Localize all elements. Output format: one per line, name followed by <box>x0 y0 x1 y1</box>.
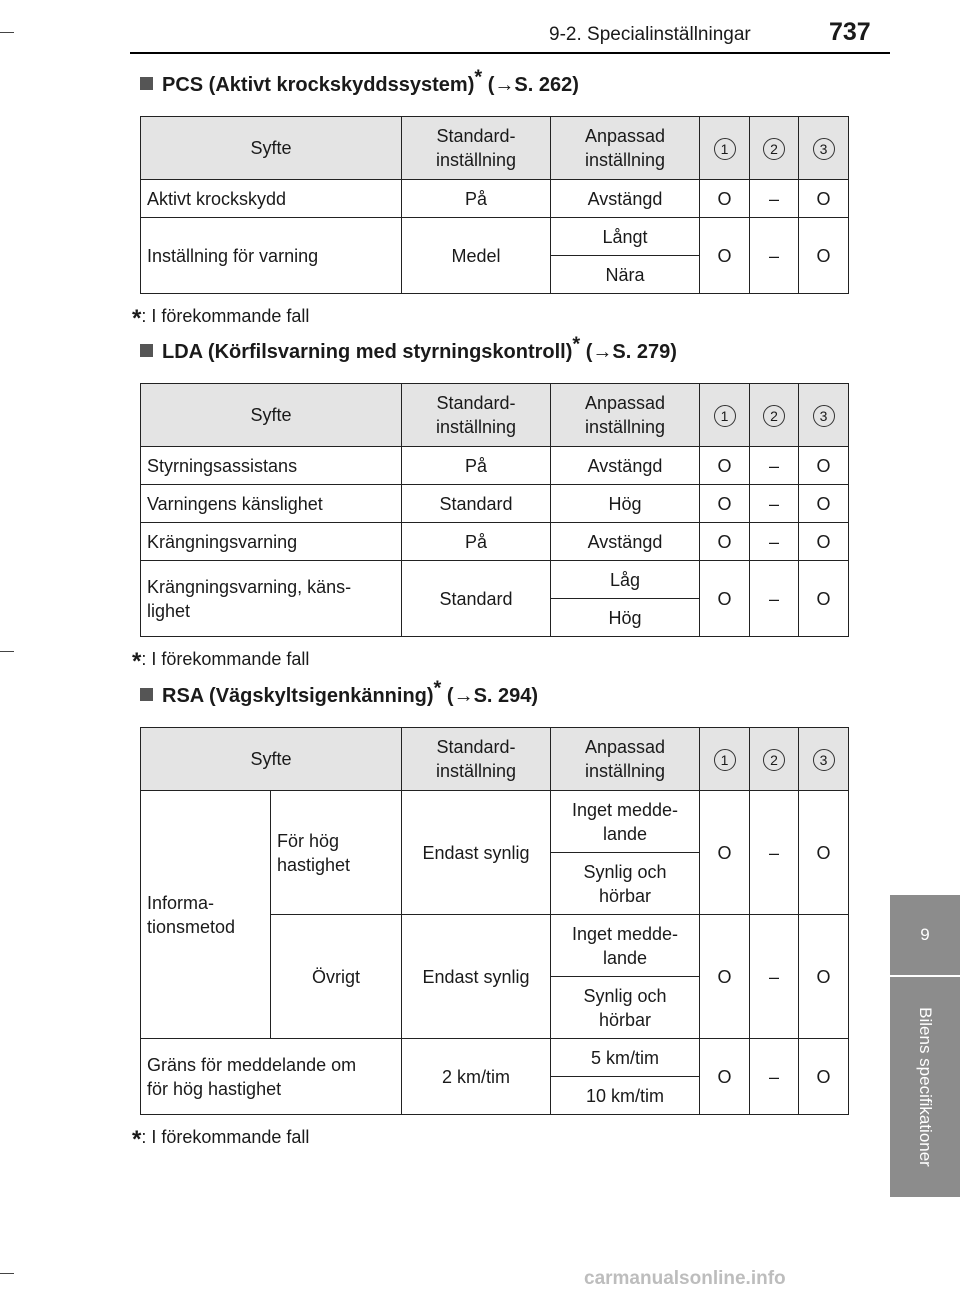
circled-1-icon: 1 <box>714 405 736 427</box>
circled-3-icon: 3 <box>813 405 835 427</box>
table-row: Nära <box>141 256 849 294</box>
col-header-default: Standard- inställning <box>402 728 551 791</box>
circled-1-icon: 1 <box>714 138 736 160</box>
lda-settings-table <box>140 383 849 637</box>
table-row: Krängningsvarning, käns- lighet Standard Låg O – O <box>141 561 849 599</box>
rsa-settings-table <box>140 727 849 1115</box>
circled-3-icon: 3 <box>813 138 835 160</box>
section-title: 9-2. Specialinställningar <box>549 24 751 45</box>
col-header-custom: Anpassad inställning <box>551 384 700 447</box>
crop-mark <box>0 32 14 33</box>
crop-mark <box>0 1273 14 1274</box>
col-header-default: Standard- inställning <box>402 384 551 447</box>
table-header-row <box>141 384 849 447</box>
page-reference-link[interactable]: (→S. 294) <box>446 685 539 707</box>
table-row: Gräns för meddelande om för hög hastighet 2 km/tim 5 km/tim O – O <box>141 1039 849 1077</box>
header-rule <box>130 52 890 54</box>
circled-2-icon: 2 <box>763 405 785 427</box>
crop-mark <box>0 651 14 652</box>
table-row: 10 km/tim <box>141 1077 849 1115</box>
circled-2-icon: 2 <box>763 138 785 160</box>
section-heading-lda: LDA (Körfilsvarning med styrningskontroll)* (→S. 279) <box>140 341 677 364</box>
bullet-square-icon <box>140 344 153 357</box>
section-heading-rsa: RSA (Vägskyltsigenkänning)* (→S. 294) <box>140 685 538 708</box>
watermark: carmanualsonline.info <box>584 1268 786 1289</box>
bullet-square-icon <box>140 77 153 90</box>
col-header-custom: Anpassad inställning <box>551 117 700 180</box>
circled-1-icon: 1 <box>714 749 736 771</box>
bullet-square-icon <box>140 688 153 701</box>
col-header-default: Standard- inställning <box>402 117 551 180</box>
table-row: Inställning för varning Medel Långt O – O <box>141 218 849 256</box>
col-header-custom: Anpassad inställning <box>551 728 700 791</box>
table-row: Styrningsassistans På Avstängd O – O <box>141 447 849 485</box>
table-row: Informa- tionsmetod För hög hastighet Endast synlig Inget medde- lande O – O <box>141 791 849 853</box>
table-row: Krängningsvarning På Avstängd O – O <box>141 523 849 561</box>
col-header-purpose: Syfte <box>141 384 402 447</box>
table-row: Varningens känslighet Standard Hög O – O <box>141 485 849 523</box>
circled-2-icon: 2 <box>763 749 785 771</box>
section-heading-pcs: PCS (Aktivt krockskyddssystem)* (→S. 262) <box>140 74 579 97</box>
circled-3-icon: 3 <box>813 749 835 771</box>
footnote: *: I förekommande fall <box>132 648 310 675</box>
pcs-settings-table <box>140 116 849 294</box>
chapter-tab-number: 9 <box>890 895 960 975</box>
table-header-row <box>141 728 849 791</box>
footnote: *: I förekommande fall <box>132 1126 310 1153</box>
table-header-row <box>141 117 849 180</box>
page-number: 737 <box>829 18 871 46</box>
table-row: Synlig och hörbar <box>141 853 849 915</box>
page-reference-link[interactable]: (→S. 279) <box>585 341 677 363</box>
table-row: Synlig och hörbar <box>141 977 849 1039</box>
chapter-tab-label: Bilens specifikationer <box>890 977 960 1197</box>
page-reference-link[interactable]: (→S. 262) <box>487 74 579 96</box>
col-header-purpose: Syfte <box>141 117 402 180</box>
table-row: Aktivt krockskydd På Avstängd O – O <box>141 180 849 218</box>
table-row: Övrigt Endast synlig Inget medde- lande O – O <box>141 915 849 977</box>
table-row: Hög <box>141 599 849 637</box>
col-header-purpose: Syfte <box>141 728 402 791</box>
footnote: *: I förekommande fall <box>132 305 310 332</box>
